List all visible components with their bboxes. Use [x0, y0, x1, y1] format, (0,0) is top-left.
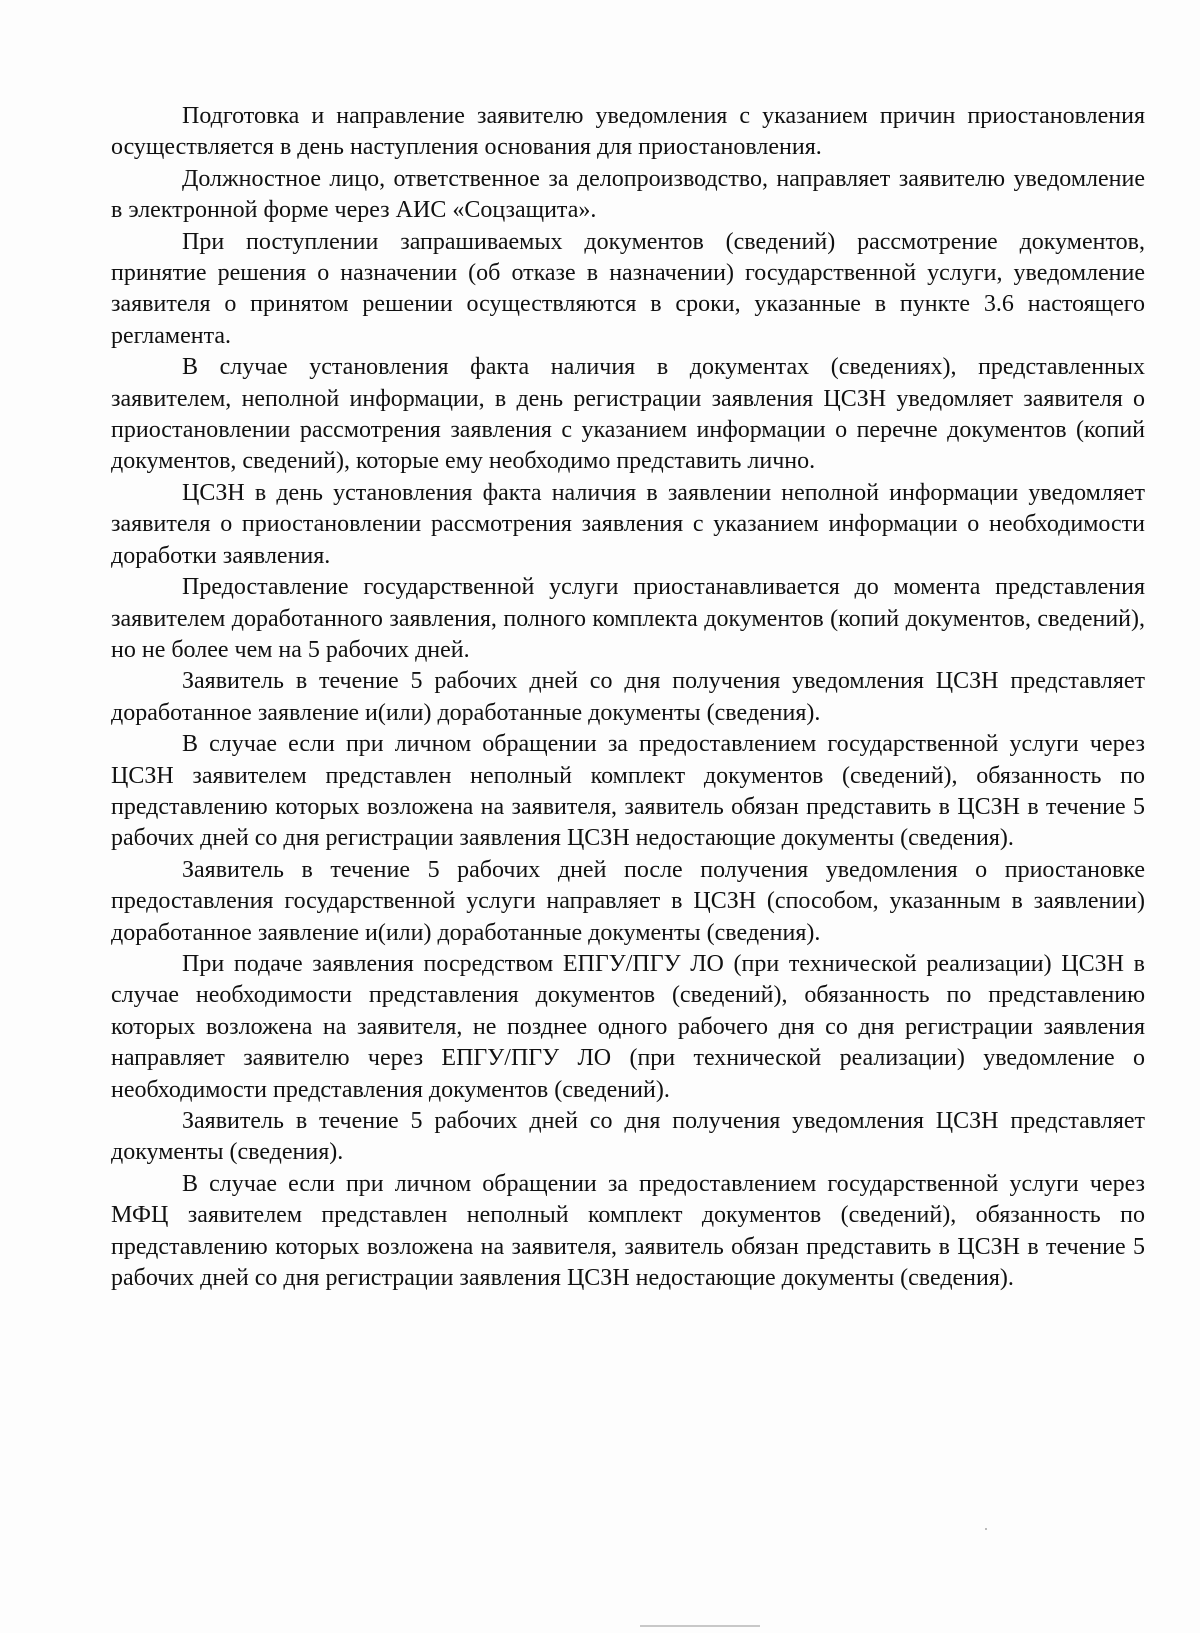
document-body	[111, 101, 1145, 1294]
paragraph: В случае если при личном обращении за предоставлением государственной услуги через ЦСЗН заявителем представлен неполный комплект документов (сведений), обязанность по представлению которых возложена на заявителя, заявитель обязан представить в ЦСЗН в течение 5 рабочих дней со дня регистрации заявления ЦСЗН недостающие документы (сведения).	[111, 731, 1145, 852]
paragraph: Должностное лицо, ответственное за делопроизводство, направляет заявителю уведомление в электронной форме через АИС «Соцзащита».	[111, 165, 1145, 224]
scan-artifact	[640, 1625, 760, 1627]
scan-artifact	[985, 1528, 987, 1530]
paragraph: Заявитель в течение 5 рабочих дней после получения уведомления о приостановке предоставления государственной услуги направляет в ЦСЗН (способом, указанным в заявлении) доработанное заявление и(или) доработанные документы (сведения).	[111, 856, 1145, 946]
paragraph: В случае если при личном обращении за предоставлением государственной услуги через МФЦ заявителем представлен неполный комплект документов (сведений), обязанность по представлению которых возложена на заявителя, заявитель обязан представить в ЦСЗН в течение 5 рабочих дней со дня регистрации заявления ЦСЗН недостающие документы (сведения).	[111, 1170, 1145, 1292]
paragraph: Подготовка и направление заявителю уведомления с указанием причин приостановления осуществляется в день наступления основания для приостановления.	[111, 103, 1145, 161]
paragraph: При подаче заявления посредством ЕПГУ/ПГУ ЛО (при технической реализации) ЦСЗН в случае необходимости представления документов (сведений), обязанность по представлению которых возложена на заявителя, не позднее одного рабочего дня со дня регистрации заявления направляет заявителю через ЕПГУ/ПГУ ЛО (при технической реализации) уведомление о необходимости представления документов (сведений).	[111, 950, 1145, 1103]
paragraph: Предоставление государственной услуги приостанавливается до момента представления заявителем доработанного заявления, полного комплекта документов (копий документов, сведений), но не более чем на 5 рабочих дней.	[111, 574, 1145, 663]
paragraph: Заявитель в течение 5 рабочих дней со дня получения уведомления ЦСЗН представляет документы (сведения).	[111, 1108, 1145, 1166]
paragraph: При поступлении запрашиваемых документов (сведений) рассмотрение документов, принятие решения о назначении (об отказе в назначении) государственной услуги, уведомление заявителя о принятом решении осуществляются в сроки, указанные в пункте 3.6 настоящего регламента.	[111, 228, 1145, 349]
paragraph: Заявитель в течение 5 рабочих дней со дня получения уведомления ЦСЗН представляет доработанное заявление и(или) доработанные документы (сведения).	[111, 668, 1145, 726]
paragraph: ЦСЗН в день установления факта наличия в заявлении неполной информации уведомляет заявителя о приостановлении рассмотрения заявления с указанием информации о необходимости доработки заявления.	[111, 479, 1145, 569]
paragraph: В случае установления факта наличия в документах (сведениях), представленных заявителем, неполной информации, в день регистрации заявления ЦСЗН уведомляет заявителя о приостановлении рассмотрения заявления с указанием информации о перечне документов (копий документов, сведений), которые ему необходимо представить лично.	[111, 354, 1145, 475]
